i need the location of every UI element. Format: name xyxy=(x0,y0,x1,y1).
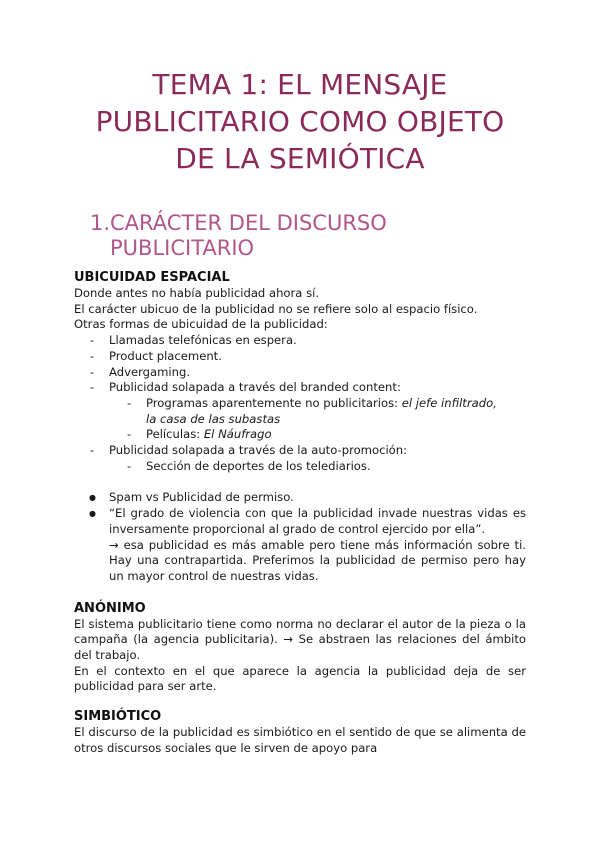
quote-note: → esa publicidad es más amable pero tiene más información sobre ti. Hay una contrapartida. Preferimos la publicidad de permiso pero hay un mayor control de nuestras vidas. xyxy=(109,537,526,583)
sublist-text: Programas aparentemente no publicitarios: xyxy=(146,395,402,410)
ubicuidad-heading: UBICUIDAD ESPACIAL xyxy=(74,270,230,285)
document-body xyxy=(74,270,526,757)
page-title xyxy=(60,66,540,177)
section-title-line-1: CARÁCTER DEL DISCURSO xyxy=(110,211,387,235)
sublist-text: Películas: xyxy=(146,427,204,442)
spacer xyxy=(74,695,526,709)
list-item: - Publicidad solapada a través de la auto-promoción: xyxy=(74,443,526,459)
sublist-emphasis: El Náufrago xyxy=(203,427,272,442)
quote-text: “El grado de violencia con que la publicidad invade nuestras vidas es inversamente proporcional al grado de control ejercido por ella”. xyxy=(109,506,526,536)
sublist-emphasis: la casa de las subastas xyxy=(146,411,281,426)
ubicuidad-paragraph-1: Donde antes no había publicidad ahora sí. xyxy=(74,286,320,300)
ubicuidad-paragraph-3: Otras formas de ubicuidad de la publicidad: xyxy=(74,317,328,332)
branded-content-sublist xyxy=(74,396,526,443)
sublist-emphasis: el jefe infiltrado, xyxy=(401,395,497,410)
list-item xyxy=(74,396,526,427)
anonimo-paragraph-2: En el contexto en el que aparece la agencia la publicidad deja de ser publicidad para ser arte. xyxy=(74,663,526,694)
list-item: - Llamadas telefónicas en espera. xyxy=(74,333,526,349)
list-item: - Product placement. xyxy=(74,349,526,365)
bullet-list xyxy=(74,490,526,584)
autopromocion-sublist xyxy=(74,459,526,475)
title-line-2: PUBLICITARIO COMO OBJETO xyxy=(95,105,505,138)
section-number: 1. xyxy=(90,211,111,235)
anonimo-heading: ANÓNIMO xyxy=(74,600,146,616)
ubicuidad-list xyxy=(74,333,526,396)
list-item: ● Spam vs Publicidad de permiso. xyxy=(74,490,526,506)
section-title-line-2: PUBLICITARIO xyxy=(110,236,255,260)
title-line-1: TEMA 1: EL MENSAJE xyxy=(152,68,448,101)
list-item xyxy=(74,427,526,443)
section-heading xyxy=(92,211,432,261)
ubicuidad-paragraph-2: El carácter ubicuo de la publicidad no se refiere solo al espacio físico. xyxy=(74,301,478,316)
simbiotico-heading: SIMBIÓTICO xyxy=(74,709,162,725)
simbiotico-paragraph-1: El discurso de la publicidad es simbiótico en el sentido de que se alimenta de otros discursos sociales que le sirven de apoyo para xyxy=(74,725,526,755)
spacer xyxy=(74,585,526,601)
list-item: - Sección de deportes de los telediarios. xyxy=(74,459,526,475)
spacer xyxy=(74,474,526,490)
title-line-3: DE LA SEMIÓTICA xyxy=(175,142,425,175)
list-item: - Advergaming. xyxy=(74,365,526,381)
ubicuidad-list-continued xyxy=(74,443,526,459)
list-item: - Publicidad solapada a través del branded content: xyxy=(74,380,526,396)
list-item xyxy=(74,506,526,585)
anonimo-paragraph-1: El sistema publicitario tiene como norma no declarar el autor de la pieza o la campaña (la agencia publicitaria). → Se abstraen las relaciones del ámbito del trabajo. xyxy=(74,616,526,663)
